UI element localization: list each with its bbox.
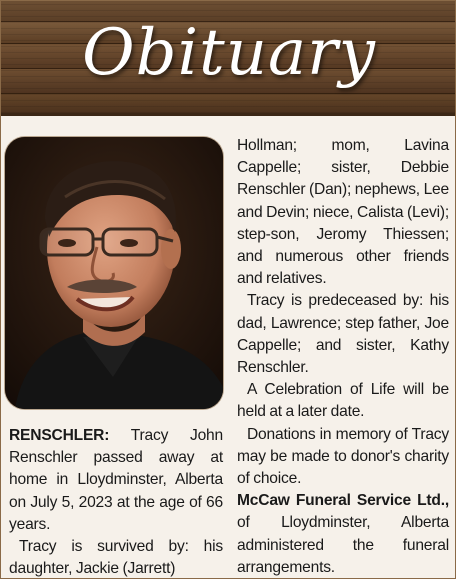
predeceased-paragraph: Tracy is predeceased by: his dad, Lawrence; step father, Joe Cappelle; and sister, Kathy Renschler. [237, 292, 449, 377]
celebration-paragraph: A Celebration of Life will be held at a later date. [237, 381, 449, 421]
obituary-column-left [9, 425, 223, 579]
deceased-surname: RENSCHLER: [9, 427, 110, 444]
obituary-intro-paragraph [9, 425, 223, 536]
funeral-home-paragraph [237, 490, 449, 579]
portrait-photo [5, 137, 223, 409]
obituary-banner [1, 1, 456, 116]
funeral-home-name: McCaw Funeral Service Ltd., [237, 492, 449, 510]
funeral-home-detail: of Lloydminster, Alberta administered the funeral arrangements. [237, 514, 449, 576]
obituary-column-right [237, 135, 449, 579]
portrait-illustration [5, 137, 223, 409]
banner-title: Obituary [82, 16, 376, 90]
survived-paragraph-start: Tracy is survived by: his daughter, Jackie (Jarrett) [9, 538, 223, 578]
survived-paragraph-continued: Hollman; mom, Lavina Cappelle; sister, Debbie Renschler (Dan); nephews, Lee and Devin; niece, Calista (Levi); step-son, Jeromy Thiessen; and numerous other friends and relatives. [237, 137, 449, 288]
intro-text: Tracy John Renschler passed away at home in Lloydminster, Alberta on July 5, 2023 at the age of 66 years. [9, 427, 223, 533]
donations-paragraph: Donations in memory of Tracy may be made to donor's charity of choice. [237, 425, 449, 488]
